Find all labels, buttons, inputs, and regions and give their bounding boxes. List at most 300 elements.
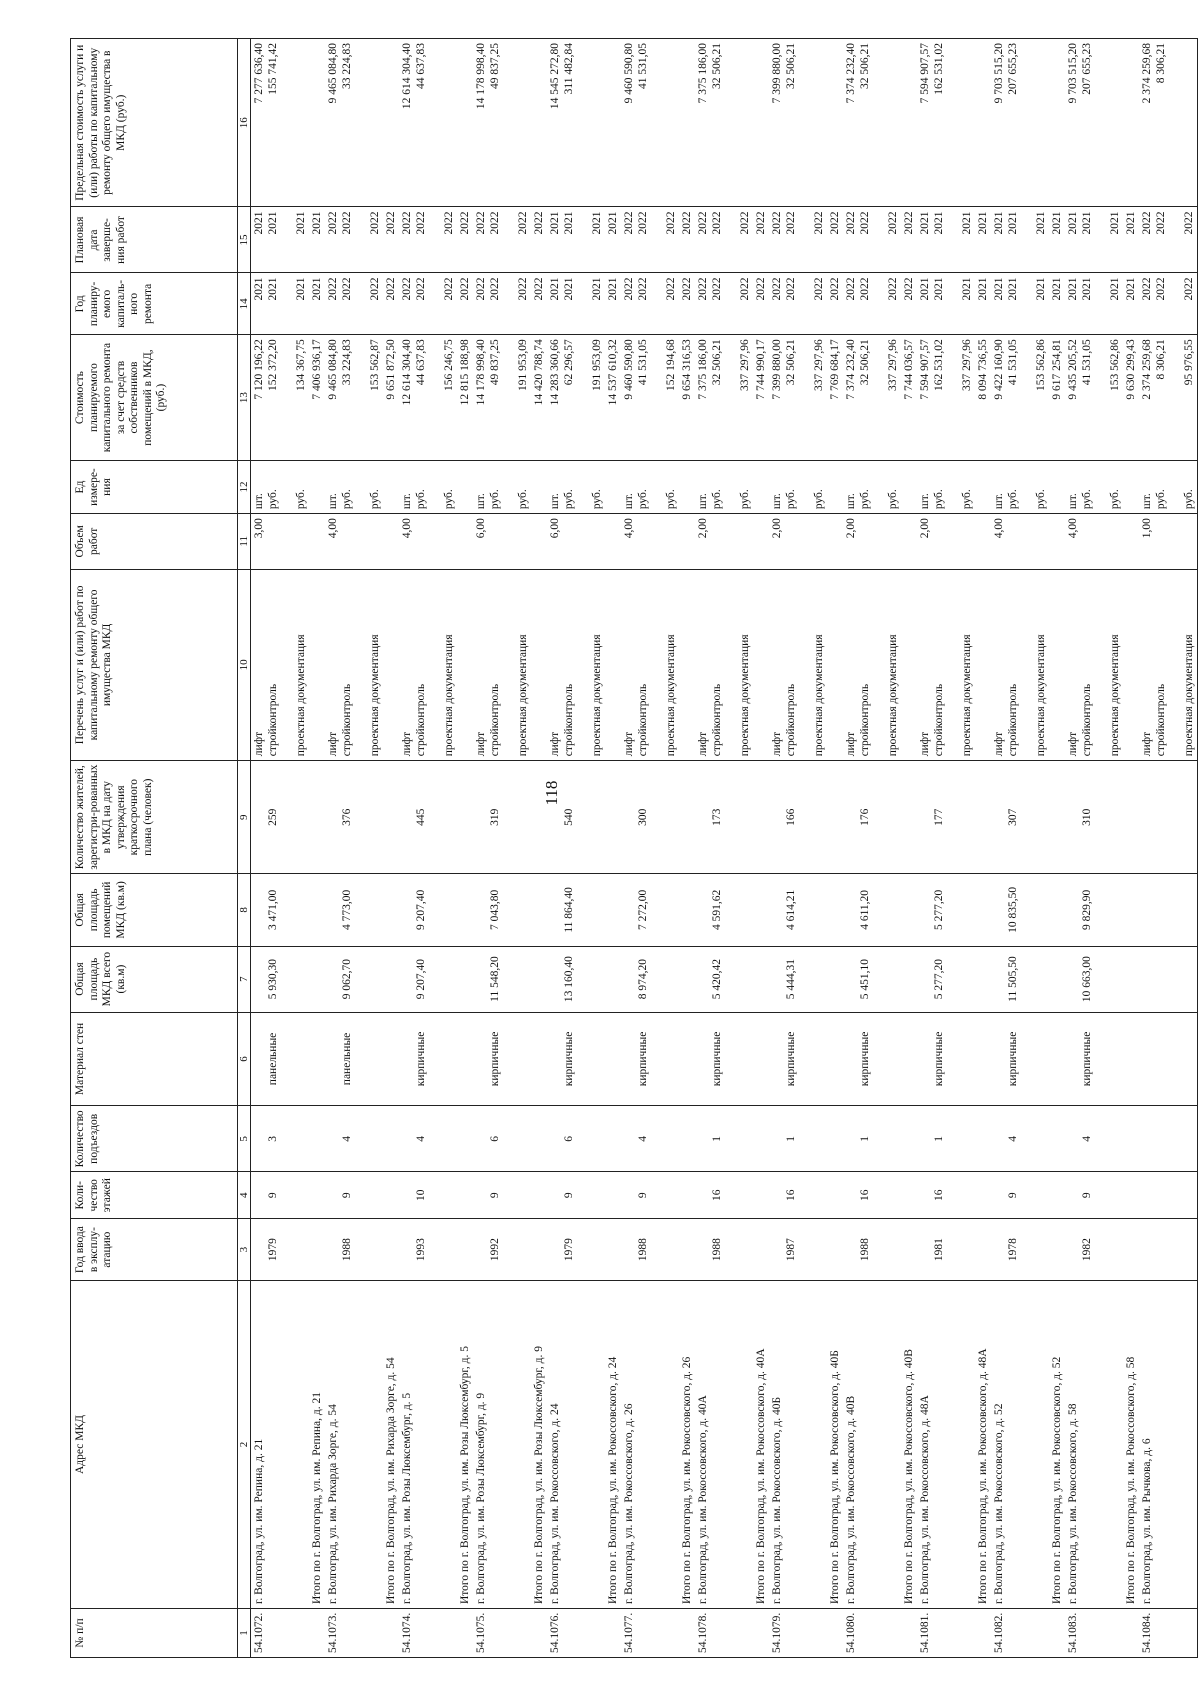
empty-cell <box>679 1172 695 1219</box>
empty-cell <box>827 946 843 1012</box>
residents-cell: 319 <box>473 761 531 874</box>
row-number <box>753 1609 769 1658</box>
total-area-cell: 5 451,10 <box>843 946 901 1012</box>
empty-cell <box>605 761 621 874</box>
work-volume-cell: 4,00 <box>621 514 679 569</box>
entrances-cell: 1 <box>769 1106 827 1172</box>
table-row <box>621 39 679 1658</box>
limit-cost-cell: 9 703 515,20 207 655,23 <box>991 39 1049 207</box>
address-cell: г. Волгоград, ул. им. Рокоссовского, д. 40Б <box>769 1280 827 1608</box>
column-header-4: Коли-чество этажей <box>71 1172 238 1219</box>
empty-cell <box>457 1219 473 1281</box>
total-row <box>753 39 769 1658</box>
repair-year-cell: 2022 <box>383 273 399 335</box>
column-number-7: 7 <box>238 946 251 1012</box>
total-row <box>383 39 399 1658</box>
premises-area-cell: 7 272,00 <box>621 874 679 946</box>
empty-cell <box>827 874 843 946</box>
empty-cell <box>531 1012 547 1106</box>
empty-cell <box>901 569 917 761</box>
column-header-9: Количество жителей, зарегистри-рованных в МКД на дату утверждения краткосрочного плана (человек) <box>71 761 238 874</box>
empty-cell <box>753 761 769 874</box>
completion-date-cell: 2022 2022 2022 <box>399 207 457 273</box>
column-number-1: 1 <box>238 1609 251 1658</box>
total-cost-cell: 9 630 299,43 <box>1123 335 1139 461</box>
year-built-cell: 1992 <box>473 1219 531 1281</box>
repair-year-cell: 2022 <box>827 273 843 335</box>
completion-date-cell: 2022 <box>531 207 547 273</box>
repair-plan-table-sheet <box>70 38 1200 1658</box>
total-cost-cell: 7 744 990,17 <box>753 335 769 461</box>
works-list-cell: лифт стройконтроль проектная документация <box>769 569 827 761</box>
empty-cell <box>457 569 473 761</box>
table-row <box>991 39 1049 1658</box>
entrances-cell: 4 <box>399 1106 457 1172</box>
limit-cost-cell <box>309 39 325 207</box>
empty-cell <box>531 1219 547 1281</box>
limit-cost-cell <box>753 39 769 207</box>
work-volume-cell: 6,00 <box>473 514 531 569</box>
wall-material-cell: кирпичные <box>547 1012 605 1106</box>
empty-cell <box>383 569 399 761</box>
empty-cell <box>827 1012 843 1106</box>
header-numbers-row <box>238 39 251 1658</box>
table-row <box>917 39 975 1658</box>
empty-cell <box>531 460 547 513</box>
completion-date-cell: 2022 2022 2022 <box>695 207 753 273</box>
limit-cost-cell <box>827 39 843 207</box>
works-list-cell: лифт стройконтроль проектная документация <box>1139 569 1198 761</box>
empty-cell <box>1049 874 1065 946</box>
empty-cell <box>827 514 843 569</box>
address-cell: г. Волгоград, ул. им. Рихарда Зорге, д. 54 <box>325 1280 383 1608</box>
cost-cell: 7 120 196,22 152 372,20 134 367,75 <box>251 335 310 461</box>
table-header <box>71 39 251 1658</box>
completion-date-cell: 2021 2021 2021 <box>1065 207 1123 273</box>
repair-year-cell: 2021 <box>605 273 621 335</box>
year-built-cell: 1978 <box>991 1219 1049 1281</box>
completion-date-cell: 2022 <box>457 207 473 273</box>
empty-cell <box>605 460 621 513</box>
empty-cell <box>901 1012 917 1106</box>
empty-cell <box>383 514 399 569</box>
completion-date-cell: 2022 <box>679 207 695 273</box>
empty-cell <box>679 1219 695 1281</box>
total-cost-cell: 14 537 610,32 <box>605 335 621 461</box>
row-number: 54.1083. <box>1065 1609 1123 1658</box>
row-number <box>1123 1609 1139 1658</box>
column-header-13: Стоимость планируемого капитального ремонта за счет средств собственников помещений в МКД, (руб.) <box>71 335 238 461</box>
total-cost-cell: 14 420 788,74 <box>531 335 547 461</box>
table-row <box>251 39 310 1658</box>
premises-area-cell <box>1139 874 1198 946</box>
entrances-cell: 3 <box>251 1106 310 1172</box>
empty-cell <box>679 460 695 513</box>
table-row <box>843 39 901 1658</box>
year-built-cell: 1988 <box>621 1219 679 1281</box>
empty-cell <box>1123 460 1139 513</box>
premises-area-cell: 9 829,90 <box>1065 874 1123 946</box>
column-header-7: Общая площадь МКД всего (кв.м) <box>71 946 238 1012</box>
address-cell: г. Волгоград, ул. им. Розы Люксембург, д. 9 <box>473 1280 531 1608</box>
header-labels-row <box>71 39 238 1658</box>
wall-material-cell: панельные <box>251 1012 310 1106</box>
total-row <box>1123 39 1139 1658</box>
completion-date-cell: 2021 <box>309 207 325 273</box>
empty-cell <box>753 874 769 946</box>
work-volume-cell: 2,00 <box>843 514 901 569</box>
empty-cell <box>975 874 991 946</box>
empty-cell <box>605 514 621 569</box>
wall-material-cell: кирпичные <box>843 1012 901 1106</box>
year-built-cell: 1988 <box>695 1219 753 1281</box>
total-area-cell: 9 062,70 <box>325 946 383 1012</box>
empty-cell <box>383 761 399 874</box>
cost-cell: 7 399 880,00 32 506,21 337 297,96 <box>769 335 827 461</box>
column-header-8: Общая площадь помещений МКД (кв.м) <box>71 874 238 946</box>
floors-cell: 16 <box>695 1172 753 1219</box>
entrances-cell: 1 <box>917 1106 975 1172</box>
row-number: 54.1078. <box>695 1609 753 1658</box>
row-number <box>1049 1609 1065 1658</box>
floors-cell: 9 <box>1065 1172 1123 1219</box>
empty-cell <box>1049 1012 1065 1106</box>
residents-cell: 310 <box>1065 761 1123 874</box>
completion-date-cell: 2022 2022 2022 <box>843 207 901 273</box>
repair-year-cell: 2022 2022 2022 <box>621 273 679 335</box>
table-row <box>547 39 605 1658</box>
row-number: 54.1076. <box>547 1609 605 1658</box>
empty-cell <box>901 1106 917 1172</box>
empty-cell <box>531 569 547 761</box>
work-volume-cell: 4,00 <box>1065 514 1123 569</box>
empty-cell <box>975 569 991 761</box>
empty-cell <box>1123 1106 1139 1172</box>
floors-cell: 9 <box>547 1172 605 1219</box>
empty-cell <box>531 946 547 1012</box>
work-volume-cell: 2,00 <box>917 514 975 569</box>
empty-cell <box>1123 514 1139 569</box>
repair-year-cell: 2022 2022 2022 <box>473 273 531 335</box>
cost-cell: 14 178 998,40 49 837,25 191 953,09 <box>473 335 531 461</box>
unit-cell: шт. руб. руб. <box>399 460 457 513</box>
entrances-cell: 4 <box>621 1106 679 1172</box>
work-volume-cell: 4,00 <box>991 514 1049 569</box>
unit-cell: шт. руб. руб. <box>695 460 753 513</box>
residents-cell <box>1139 761 1198 874</box>
entrances-cell <box>1139 1106 1198 1172</box>
repair-year-cell: 2022 <box>901 273 917 335</box>
empty-cell <box>827 1106 843 1172</box>
empty-cell <box>679 514 695 569</box>
row-number: 54.1075. <box>473 1609 531 1658</box>
premises-area-cell: 9 207,40 <box>399 874 457 946</box>
table-row <box>1065 39 1123 1658</box>
column-header-16: Предельная стоимость услуги и (или) работы по капитальному ремонту общего имущества в МКД (руб.) <box>71 39 238 207</box>
cost-cell: 9 465 084,80 33 224,83 153 562,87 <box>325 335 383 461</box>
empty-cell <box>309 761 325 874</box>
empty-cell <box>383 1219 399 1281</box>
entrances-cell: 6 <box>547 1106 605 1172</box>
completion-date-cell: 2022 <box>827 207 843 273</box>
row-number <box>975 1609 991 1658</box>
column-number-6: 6 <box>238 1012 251 1106</box>
row-number <box>605 1609 621 1658</box>
column-number-4: 4 <box>238 1172 251 1219</box>
total-area-cell: 11 548,20 <box>473 946 531 1012</box>
repair-year-cell: 2021 <box>975 273 991 335</box>
empty-cell <box>383 1012 399 1106</box>
empty-cell <box>901 460 917 513</box>
total-area-cell: 5 277,20 <box>917 946 975 1012</box>
empty-cell <box>309 946 325 1012</box>
column-number-11: 11 <box>238 514 251 569</box>
empty-cell <box>753 1219 769 1281</box>
empty-cell <box>1123 569 1139 761</box>
total-label-cell: Итого по г. Волгоград, ул. им. Рокоссовского, д. 52 <box>1049 1280 1065 1608</box>
empty-cell <box>605 946 621 1012</box>
repair-year-cell: 2022 <box>679 273 695 335</box>
row-number: 54.1080. <box>843 1609 901 1658</box>
empty-cell <box>901 874 917 946</box>
wall-material-cell: кирпичные <box>1065 1012 1123 1106</box>
total-row <box>901 39 917 1658</box>
row-number: 54.1084. <box>1139 1609 1198 1658</box>
cost-cell: 14 283 360,66 62 296,57 191 953,09 <box>547 335 605 461</box>
repair-plan-table <box>70 38 1198 1658</box>
total-cost-cell: 7 744 036,57 <box>901 335 917 461</box>
column-header-6: Материал стен <box>71 1012 238 1106</box>
works-list-cell: лифт стройконтроль проектная документация <box>917 569 975 761</box>
completion-date-cell: 2021 <box>1123 207 1139 273</box>
works-list-cell: лифт стройконтроль проектная документация <box>991 569 1049 761</box>
wall-material-cell: панельные <box>325 1012 383 1106</box>
empty-cell <box>753 460 769 513</box>
limit-cost-cell <box>531 39 547 207</box>
total-area-cell: 5 930,30 <box>251 946 310 1012</box>
work-volume-cell: 3,00 <box>251 514 310 569</box>
work-volume-cell: 2,00 <box>695 514 753 569</box>
cost-cell: 7 375 186,00 32 506,21 337 297,96 <box>695 335 753 461</box>
entrances-cell: 1 <box>695 1106 753 1172</box>
empty-cell <box>1049 1172 1065 1219</box>
wall-material-cell <box>1139 1012 1198 1106</box>
entrances-cell: 4 <box>325 1106 383 1172</box>
works-list-cell: лифт стройконтроль проектная документация <box>399 569 457 761</box>
works-list-cell: лифт стройконтроль проектная документация <box>325 569 383 761</box>
repair-year-cell: 2022 <box>753 273 769 335</box>
repair-year-cell: 2021 <box>1123 273 1139 335</box>
wall-material-cell: кирпичные <box>399 1012 457 1106</box>
empty-cell <box>827 569 843 761</box>
repair-year-cell: 2022 2022 2022 <box>695 273 753 335</box>
empty-cell <box>679 569 695 761</box>
empty-cell <box>605 1012 621 1106</box>
works-list-cell: лифт стройконтроль проектная документация <box>695 569 753 761</box>
year-built-cell: 1988 <box>325 1219 383 1281</box>
repair-year-cell: 2021 2021 2021 <box>917 273 975 335</box>
address-cell: г. Волгоград, ул. им. Рокоссовского, д. 48А <box>917 1280 975 1608</box>
total-row <box>531 39 547 1658</box>
cost-cell: 2 374 259,68 8 306,21 95 976,55 <box>1139 335 1198 461</box>
completion-date-cell: 2022 <box>383 207 399 273</box>
empty-cell <box>1123 1219 1139 1281</box>
work-volume-cell: 6,00 <box>547 514 605 569</box>
premises-area-cell: 4 611,20 <box>843 874 901 946</box>
row-number: 54.1082. <box>991 1609 1049 1658</box>
address-cell: г. Волгоград, ул. им. Рокоссовского, д. 26 <box>621 1280 679 1608</box>
empty-cell <box>1123 1012 1139 1106</box>
premises-area-cell: 5 277,20 <box>917 874 975 946</box>
row-number <box>531 1609 547 1658</box>
column-number-9: 9 <box>238 761 251 874</box>
address-cell: г. Волгоград, ул. им. Рокоссовского, д. 40В <box>843 1280 901 1608</box>
empty-cell <box>827 460 843 513</box>
unit-cell: шт. руб. руб. <box>473 460 531 513</box>
floors-cell: 9 <box>251 1172 310 1219</box>
empty-cell <box>309 569 325 761</box>
column-number-13: 13 <box>238 335 251 461</box>
unit-cell: шт. руб. руб. <box>917 460 975 513</box>
empty-cell <box>383 1106 399 1172</box>
work-volume-cell: 1,00 <box>1139 514 1198 569</box>
year-built-cell: 1988 <box>843 1219 901 1281</box>
column-header-12: Ед измере-ния <box>71 460 238 513</box>
column-header-11: Объем работ <box>71 514 238 569</box>
residents-cell: 177 <box>917 761 975 874</box>
total-row <box>975 39 991 1658</box>
limit-cost-cell: 7 277 636,40 155 741,42 <box>251 39 310 207</box>
total-area-cell: 10 663,00 <box>1065 946 1123 1012</box>
completion-date-cell: 2021 2021 2021 <box>251 207 310 273</box>
column-number-3: 3 <box>238 1219 251 1281</box>
total-label-cell: Итого по г. Волгоград, ул. им. Розы Люксембург, д. 9 <box>531 1280 547 1608</box>
empty-cell <box>679 946 695 1012</box>
wall-material-cell: кирпичные <box>991 1012 1049 1106</box>
year-built-cell: 1982 <box>1065 1219 1123 1281</box>
row-number: 54.1081. <box>917 1609 975 1658</box>
empty-cell <box>1123 946 1139 1012</box>
table-row <box>695 39 753 1658</box>
work-volume-cell: 2,00 <box>769 514 827 569</box>
works-list-cell: лифт стройконтроль проектная документация <box>843 569 901 761</box>
completion-date-cell: 2021 <box>975 207 991 273</box>
empty-cell <box>827 1172 843 1219</box>
empty-cell <box>531 761 547 874</box>
empty-cell <box>753 1106 769 1172</box>
empty-cell <box>975 1219 991 1281</box>
limit-cost-cell: 7 374 232,40 32 506,21 <box>843 39 901 207</box>
row-number: 54.1074. <box>399 1609 457 1658</box>
limit-cost-cell <box>975 39 991 207</box>
empty-cell <box>1049 761 1065 874</box>
unit-cell: шт. руб. руб. <box>547 460 605 513</box>
completion-date-cell: 2022 2022 2022 <box>621 207 679 273</box>
completion-date-cell: 2022 <box>753 207 769 273</box>
empty-cell <box>309 874 325 946</box>
limit-cost-cell <box>1123 39 1139 207</box>
empty-cell <box>1049 1219 1065 1281</box>
year-built-cell <box>1139 1219 1198 1281</box>
column-number-5: 5 <box>238 1106 251 1172</box>
unit-cell: шт. руб. руб. <box>843 460 901 513</box>
row-number: 54.1077. <box>621 1609 679 1658</box>
column-number-8: 8 <box>238 874 251 946</box>
wall-material-cell: кирпичные <box>473 1012 531 1106</box>
works-list-cell: лифт стройконтроль проектная документация <box>547 569 605 761</box>
premises-area-cell: 4 591,62 <box>695 874 753 946</box>
empty-cell <box>753 1172 769 1219</box>
limit-cost-cell: 9 703 515,20 207 655,23 <box>1065 39 1123 207</box>
total-label-cell: Итого по г. Волгоград, ул. им. Рокоссовского, д. 24 <box>605 1280 621 1608</box>
row-number <box>679 1609 695 1658</box>
empty-cell <box>309 1172 325 1219</box>
empty-cell <box>309 1012 325 1106</box>
limit-cost-cell: 9 460 590,80 41 531,05 <box>621 39 679 207</box>
premises-area-cell: 7 043,80 <box>473 874 531 946</box>
empty-cell <box>531 1172 547 1219</box>
address-cell: г. Волгоград, ул. им. Рокоссовского, д. 24 <box>547 1280 605 1608</box>
empty-cell <box>827 1219 843 1281</box>
repair-year-cell: 2022 2022 2022 <box>1139 273 1198 335</box>
repair-year-cell: 2022 2022 2022 <box>843 273 901 335</box>
address-cell: г. Волгоград, ул. им. Рокоссовского, д. 40А <box>695 1280 753 1608</box>
empty-cell <box>457 460 473 513</box>
cost-cell: 7 594 907,57 162 531,02 337 297,96 <box>917 335 975 461</box>
column-header-2: Адрес МКД <box>71 1280 238 1608</box>
address-cell: г. Волгоград, ул. им. Рокоссовского, д. 52 <box>991 1280 1049 1608</box>
works-list-cell: лифт стройконтроль проектная документация <box>473 569 531 761</box>
cost-cell: 9 460 590,80 41 531,05 152 194,68 <box>621 335 679 461</box>
address-cell: г. Волгоград, ул. им. Розы Люксембург, д. 5 <box>399 1280 457 1608</box>
table-row <box>325 39 383 1658</box>
empty-cell <box>1123 761 1139 874</box>
empty-cell <box>1049 946 1065 1012</box>
repair-year-cell: 2021 2021 2021 <box>547 273 605 335</box>
row-number <box>309 1609 325 1658</box>
row-number <box>457 1609 473 1658</box>
column-header-3: Год ввода в эксплу-атацию <box>71 1219 238 1281</box>
total-row <box>457 39 473 1658</box>
empty-cell <box>383 460 399 513</box>
total-cost-cell: 12 815 188,98 <box>457 335 473 461</box>
empty-cell <box>309 514 325 569</box>
floors-cell: 16 <box>769 1172 827 1219</box>
completion-date-cell: 2022 2022 2022 <box>1139 207 1198 273</box>
completion-date-cell: 2022 2022 2022 <box>473 207 531 273</box>
empty-cell <box>753 514 769 569</box>
empty-cell <box>975 1012 991 1106</box>
empty-cell <box>753 569 769 761</box>
floors-cell: 10 <box>399 1172 457 1219</box>
total-label-cell: Итого по г. Волгоград, ул. им. Репина, д. 21 <box>309 1280 325 1608</box>
empty-cell <box>679 874 695 946</box>
entrances-cell: 1 <box>843 1106 901 1172</box>
residents-cell: 376 <box>325 761 383 874</box>
address-cell: г. Волгоград, ул. им. Репина, д. 21 <box>251 1280 310 1608</box>
unit-cell: шт. руб. руб. <box>991 460 1049 513</box>
row-number: 54.1073. <box>325 1609 383 1658</box>
empty-cell <box>1049 569 1065 761</box>
empty-cell <box>457 1106 473 1172</box>
wall-material-cell: кирпичные <box>695 1012 753 1106</box>
unit-cell: шт. руб. руб. <box>1065 460 1123 513</box>
residents-cell: 307 <box>991 761 1049 874</box>
empty-cell <box>309 1106 325 1172</box>
limit-cost-cell: 7 399 880,00 32 506,21 <box>769 39 827 207</box>
row-number <box>383 1609 399 1658</box>
row-number: 54.1072. <box>251 1609 310 1658</box>
